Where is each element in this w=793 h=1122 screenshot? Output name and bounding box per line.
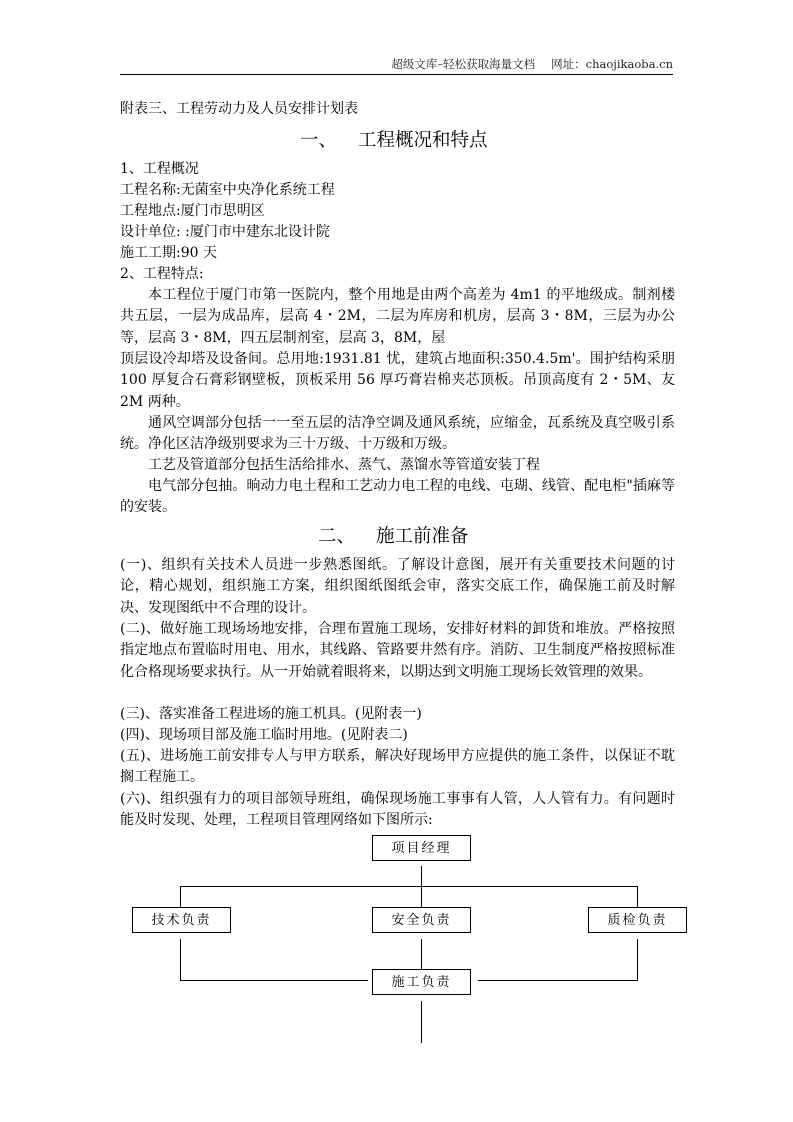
- org-node-technical-lead: 技术负责: [132, 907, 231, 933]
- project-name: 工程名称:无菌室中央净化系统工程: [120, 182, 335, 198]
- prep-item-5: (五)、进场施工前安排专人与甲方联系，解决好现场甲方应提供的施工条件，以保证不耽搁工程施工。: [120, 748, 675, 786]
- section2-title: 施工前准备: [376, 526, 469, 547]
- org-node-quality-lead: 质检负责: [588, 907, 687, 933]
- attachment-title: 附表三、工程劳动力及人员安排计划表: [120, 101, 358, 117]
- connector-line: [421, 866, 422, 887]
- feature-paragraph-3: 通风空调部分包括一一至五层的洁净空调及通风系统，应缩金，瓦系统及真空吸引系统。净化区洁净级别要求为三十万级、十万级和万级。: [120, 415, 675, 453]
- features-heading: 2、工程特点:: [120, 266, 204, 282]
- feature-paragraph-1: 本工程位于厦门市第一医院内，整个用地是由两个高差为 4m1 的平地级成。制剂楼共五层，一层为成品库，层高 4・2M，二层为库房和机房，层高 3・8M，三层为办公等，层高 3・8M，四五层制剂室，层高 3，8M，屋: [120, 287, 675, 346]
- feature-paragraph-5: 电气部分包抽。晌动力电土程和工艺动力电工程的电线、屯瑚、线管、配电柜"插麻等的安装。: [120, 478, 675, 516]
- connector-line: [180, 980, 368, 981]
- connector-line: [478, 980, 638, 981]
- page-header: [120, 56, 673, 75]
- overview-heading: 1、工程概况: [120, 161, 199, 177]
- connector-line: [421, 1001, 422, 1043]
- feature-paragraph-4: 工艺及管道部分包括生活给排水、蒸气、蒸馏水等管道安装丁程: [148, 457, 540, 473]
- project-duration: 施工工期:90 天: [120, 245, 217, 261]
- connector-line: [637, 939, 638, 981]
- org-node-project-manager: 项目经理: [372, 835, 471, 861]
- connector-line: [180, 939, 181, 981]
- connector-line: [180, 886, 638, 887]
- org-node-safety-lead: 安全负责: [372, 907, 471, 933]
- connector-line: [421, 939, 422, 969]
- connector-line: [180, 886, 181, 908]
- prep-item-2: (二)、做好施工现场场地安排，合理布置施工现场，安排好材料的卸货和堆放。严格按照指定地点布置临时用电、用水，其线路、管路要井然有序。消防、卫生制度严格按照标准化合格现场要求执行。从一开始就着眼将来，以期达到文明施工现场长效管理的效果。: [120, 621, 675, 680]
- section1-title: 工程概况和特点: [358, 130, 488, 151]
- connector-line: [421, 886, 422, 908]
- org-node-construction-lead: 施工负责: [372, 969, 471, 995]
- section2-number: 二、: [318, 526, 356, 547]
- connector-line: [637, 886, 638, 908]
- project-location: 工程地点:厦门市思明区: [120, 203, 265, 219]
- section2-heading: [318, 522, 469, 548]
- site-slogan: 超级文库–轻松获取海量文档: [391, 57, 536, 71]
- section1-number: 一、: [300, 130, 338, 151]
- design-unit: 设计单位: :厦门市中建东北设计院: [120, 224, 330, 240]
- prep-item-6: (六)、组织强有力的项目部领导班组，确保现场施工事事有人管，人人管有力。有问题时能及时发现、处理，工程项目管理网络如下图所示:: [120, 791, 675, 829]
- site-url: 网址：chaojikaoba.cn: [551, 57, 673, 71]
- section1-heading: [300, 126, 488, 152]
- prep-item-1: (一)、组织有关技术人员进一步熟悉图纸。了解设计意图，展开有关重要技术问题的讨论，精心规划，组织施工方案，组织图纸图纸会审，落实交底工作，确保施工前及时解决、发现图纸中不合理的设计。: [120, 557, 675, 616]
- prep-item-4: (四)、现场项目部及施工临时用地。(见附表二): [120, 727, 408, 743]
- prep-item-3: (三)、落实准备工程进场的施工机具。(见附表一): [120, 706, 422, 722]
- feature-paragraph-2: 顶层设冷却塔及设备间。总用地:1931.81 忧，建筑占地面积:350.4.5m'。围护结构采朋 100 厚复合石膏彩钢壁板，顶板采用 56 厚巧膏岩棉夹芯顶板。吊顶高度有 2・5M、友 2M 两种。: [120, 351, 675, 410]
